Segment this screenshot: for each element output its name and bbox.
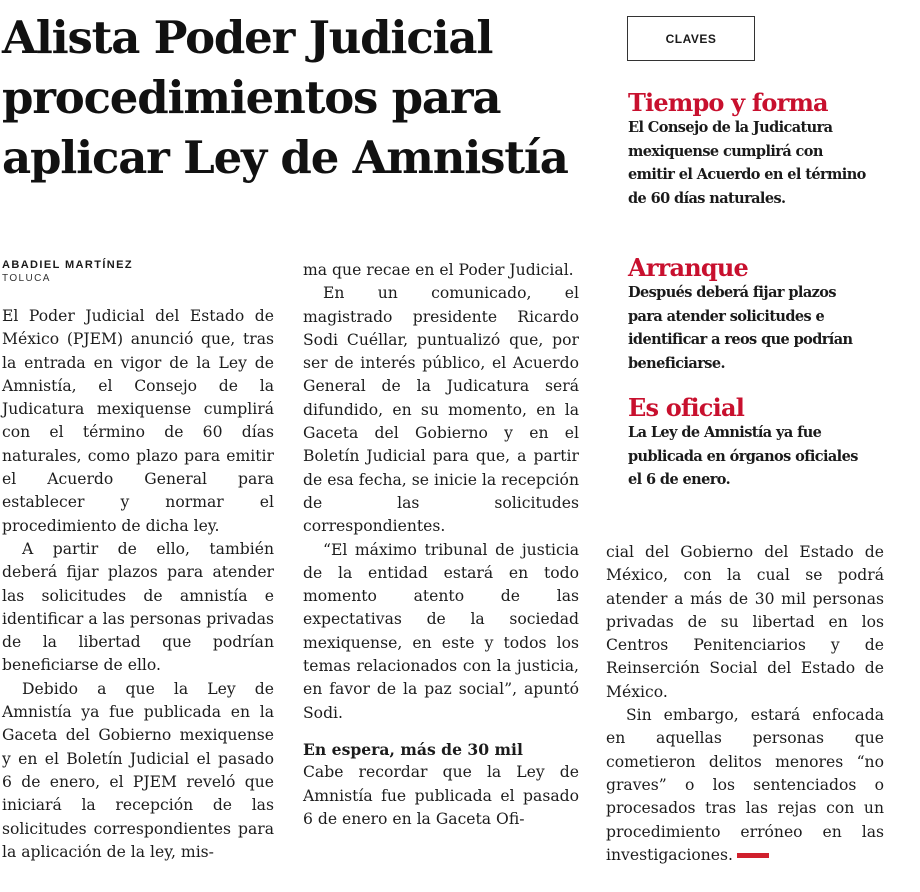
dateline-location: TOLUCA <box>2 273 51 284</box>
end-of-article-mark <box>737 853 769 858</box>
article-paragraph: ma que recae en el Poder Judicial. <box>303 261 574 279</box>
article-paragraph: cial del Gobierno del Estado de México, con la cual se podrá atender a más de 30 mil personas privadas de su libertad en los Centros Penitenciarios y de Reinserción Social del Estado de México. <box>606 543 884 701</box>
sidebar-item-text: El Consejo de la Judicatura mexiquense cumplirá con emitir el Acuerdo en el término de 60 días naturales. <box>628 119 866 207</box>
article-paragraph: Cabe recordar que la Ley de Amnistía fue publicada el pasado 6 de enero en la Gaceta Ofi- <box>303 763 579 828</box>
sidebar-item-title: Es oficial <box>628 393 745 422</box>
article-headline: Alista Poder Judicial procedimientos para aplicar Ley de Amnistía <box>2 11 568 184</box>
byline <box>2 258 133 286</box>
article-paragraph <box>606 704 884 867</box>
sidebar-item <box>628 395 868 492</box>
sidebar-item <box>628 90 868 210</box>
article-paragraph: A partir de ello, también deberá fijar plazos para atender las solicitudes de amnistía e identificar a las personas privadas de la libertad que podrían beneficiarse de ello. <box>2 539 274 675</box>
article-column-1 <box>2 305 274 864</box>
article-paragraph: “El máximo tribunal de justicia de la entidad estará en todo momento atento de las expectativas de la sociedad mexiquense, en este y todos los temas relacionados con la justicia, en favor de la paz social”, apuntó Sodi. <box>303 540 579 722</box>
sidebar-label-box <box>627 16 755 61</box>
sidebar-item <box>628 255 868 375</box>
article-column-3 <box>606 541 884 867</box>
author-name: ABADIEL MARTÍNEZ <box>2 259 133 271</box>
sidebar-item-title: Tiempo y forma <box>628 88 828 117</box>
sidebar-label: CLAVES <box>665 31 717 46</box>
article-paragraph-text: Sin embargo, estará enfocada en aquellas personas que cometieron delitos menores “no graves” o los sentenciados o procesados tras las rejas con un procedimiento erróneo en las investigaciones. <box>606 706 884 864</box>
article-paragraph: En un comunicado, el magistrado presidente Ricardo Sodi Cuéllar, puntualizó que, por ser de interés público, el Acuerdo General de la Judicatura será difundido, en su momento, en la Gaceta del Gobierno y en el Boletín Judicial para que, a partir de esa fecha, se inicie la recepción de las solicitudes correspondientes. <box>303 284 579 536</box>
article-paragraph: Debido a que la Ley de Amnistía ya fue publicada en la Gaceta del Gobierno mexiquense y en el Boletín Judicial el pasado 6 de enero, el PJEM reveló que iniciará la recepción de las solicitudes correspondientes para la aplicación de la ley, mis- <box>2 679 274 861</box>
article-subhead: En espera, más de 30 mil <box>303 739 523 759</box>
sidebar-item-title: Arranque <box>628 253 749 282</box>
sidebar-item-text: La Ley de Amnistía ya fue publicada en órganos oficiales el 6 de enero. <box>628 424 858 488</box>
article-paragraph: El Poder Judicial del Estado de México (PJEM) anunció que, tras la entrada en vigor de la Ley de Amnistía, el Consejo de la Judicatura mexiquense cumplirá con el término de 60 días naturales, como plazo para emitir el Acuerdo General para establecer y normar el procedimiento de dicha ley. <box>2 307 274 535</box>
sidebar-item-text: Después deberá fijar plazos para atender solicitudes e identificar a reos que podrían beneficiarse. <box>628 284 853 372</box>
article-column-2 <box>303 259 579 831</box>
